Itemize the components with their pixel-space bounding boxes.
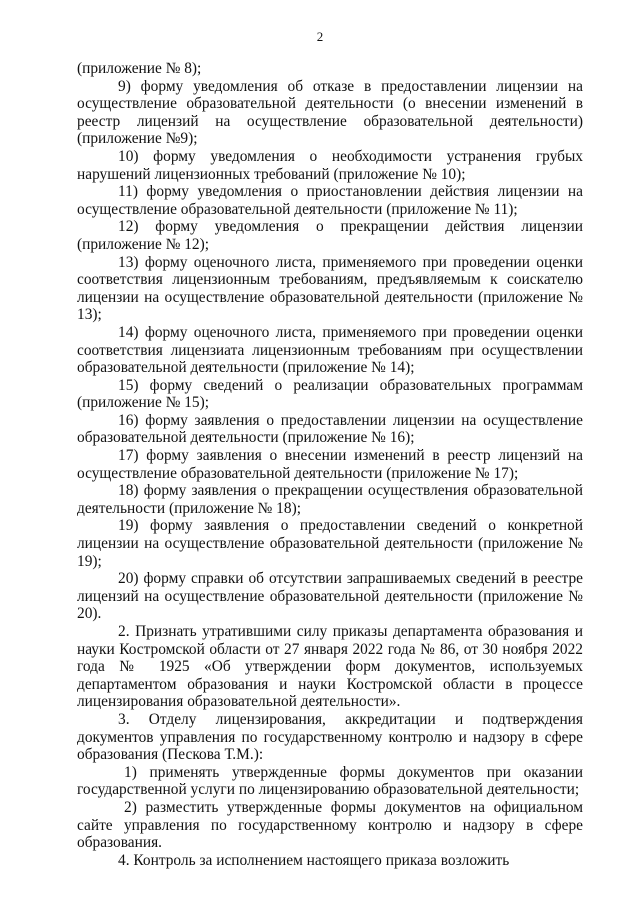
paragraph-cont-8: (приложение № 8); bbox=[77, 60, 202, 77]
list-item-19: 19) форму заявления о предоставлении сведений о конкретной лицензии на осуществление образовательной деятельности (приложение № 19); bbox=[77, 517, 583, 570]
list-item-16: 16) форму заявления о предоставлении лицензии на осуществление образовательной деятельности (приложение № 16); bbox=[77, 411, 583, 447]
document-body bbox=[77, 60, 583, 869]
list-item-12: 12) форму уведомления о прекращении действия лицензии (приложение № 12); bbox=[77, 218, 583, 253]
list-item-17: 17) форму заявления о внесении изменений в реестр лицензий на осуществление образовательной деятельности (приложение № 17); bbox=[77, 447, 583, 482]
page-number: 2 bbox=[316, 29, 324, 44]
list-item-10: 10) форму уведомления о необходимости устранения грубых нарушений лицензионных требований (приложение № 10); bbox=[77, 147, 583, 183]
clause-3-item-1: 1) применять утвержденные формы документов при оказании государственной услуги по лицензированию образовательной деятельности; bbox=[77, 763, 583, 799]
clause-2: 2. Признать утратившими силу приказы департамента образования и науки Костромской области от 27 января 2022 года № 86, от 30 ноября 2022 года № 1925 «Об утверждении форм документов, используемых департаментом образования и науки Костромской области в процессе лицензирования образовательной деятельности». bbox=[77, 623, 583, 711]
clause-3: 3. Отделу лицензирования, аккредитации и подтверждения документов управления по государственному контролю и надзору в сфере образования (Пескова Т.М.): bbox=[77, 710, 583, 764]
clause-4: 4. Контроль за исполнением настоящего приказа возложить bbox=[118, 851, 510, 869]
list-item-9: 9) форму уведомления об отказе в предоставлении лицензии на осуществление образовательной деятельности (о внесении изменений в реестр лицензий на осуществление образовательной деятельности) (приложение №9); bbox=[77, 77, 583, 148]
list-item-20: 20) форму справки об отсутствии запрашиваемых сведений в реестре лицензий на осуществление образовательной деятельности (приложение № 20). bbox=[77, 570, 583, 623]
list-item-11: 11) форму уведомления о приостановлении действия лицензии на осуществление образовательной деятельности (приложение № 11); bbox=[77, 183, 583, 218]
list-item-14: 14) форму оценочного листа, применяемого при проведении оценки соответствия лицензиата лицензионным требованиям при осуществлении образовательной деятельности (приложение № 14); bbox=[77, 323, 583, 377]
list-item-18: 18) форму заявления о прекращении осуществления образовательной деятельности (приложение № 18); bbox=[77, 482, 583, 517]
list-item-15: 15) форму сведений о реализации образовательных программам (приложение № 15); bbox=[77, 376, 583, 412]
clause-3-item-2: 2) разместить утвержденные формы документов на официальном сайте управления по государственному контролю и надзору в сфере образования. bbox=[77, 798, 583, 852]
list-item-13: 13) форму оценочного листа, применяемого при проведении оценки соответствия лицензионным требованиям, предъявляемым к соискателю лицензии на осуществление образовательной деятельности (приложение № 13); bbox=[77, 253, 583, 324]
